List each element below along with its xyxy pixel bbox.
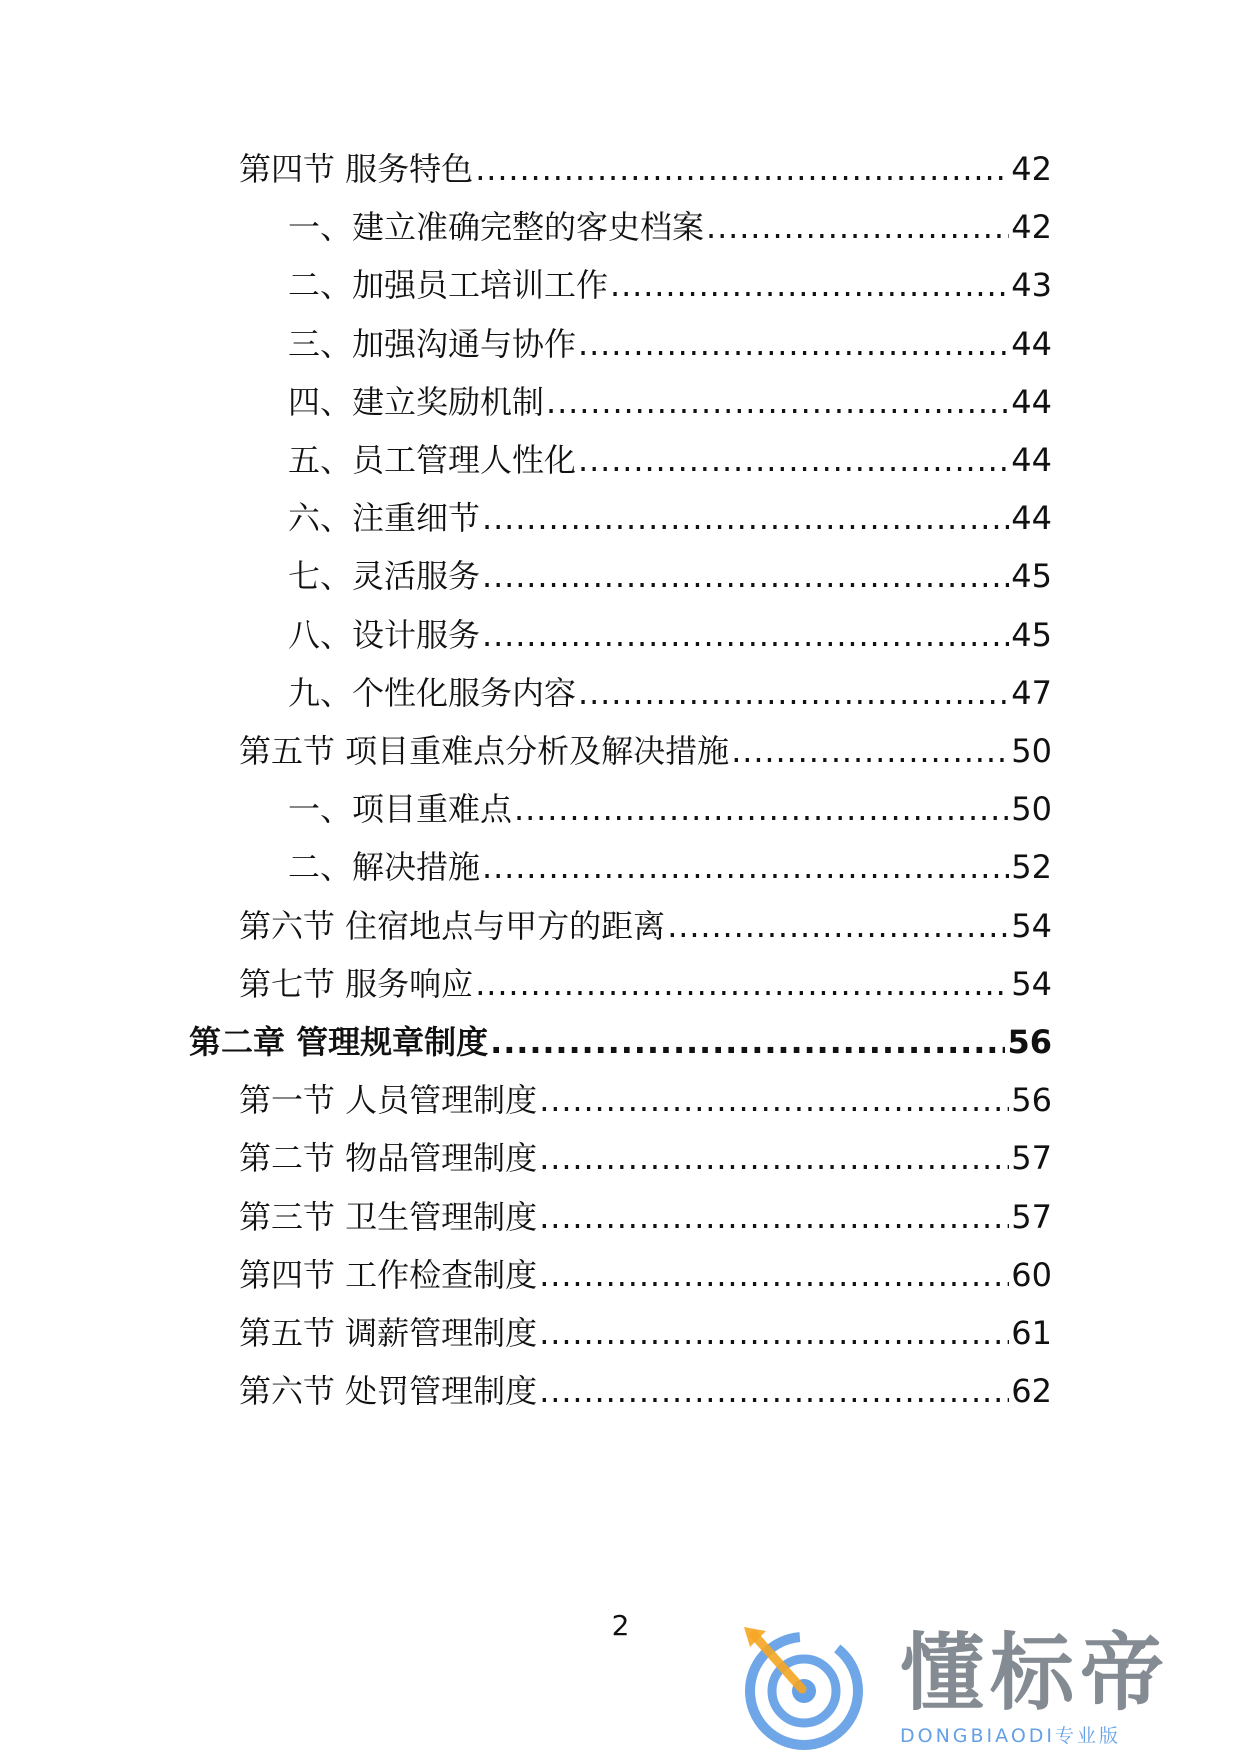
toc-entry-page: 45 xyxy=(1011,557,1052,596)
toc-entry-title: 第一节 人员管理制度 xyxy=(239,1081,538,1120)
watermark-brand-name: 懂标帝 xyxy=(900,1624,1171,1722)
toc-entry-title: 一、项目重难点 xyxy=(288,790,513,829)
toc-entry-title: 二、加强员工培训工作 xyxy=(288,266,609,305)
toc-entry-page: 42 xyxy=(1011,208,1052,247)
toc-dot-leader xyxy=(514,786,1009,832)
toc-section-entry[interactable] xyxy=(239,1368,1052,1414)
toc-entry-page: 47 xyxy=(1011,673,1052,712)
toc-entry-title: 二、解决措施 xyxy=(288,848,481,887)
toc-dot-leader xyxy=(546,379,1009,425)
toc-entry-title: 第六节 处罚管理制度 xyxy=(239,1372,538,1411)
toc-subsection-entry[interactable] xyxy=(288,204,1052,250)
toc-entry-page: 56 xyxy=(1007,1023,1052,1061)
toc-entry-title: 第七节 服务响应 xyxy=(239,964,474,1003)
toc-subsection-entry[interactable] xyxy=(288,553,1052,599)
toc-entry-page: 50 xyxy=(1011,790,1052,829)
toc-entry-page: 62 xyxy=(1011,1372,1052,1411)
toc-entry-page: 44 xyxy=(1011,499,1052,538)
toc-dot-leader xyxy=(539,1368,1009,1414)
toc-entry-page: 57 xyxy=(1011,1139,1052,1178)
toc-dot-leader xyxy=(475,146,1009,192)
toc-dot-leader xyxy=(482,553,1009,599)
toc-dot-leader xyxy=(475,961,1009,1007)
toc-subsection-entry[interactable] xyxy=(288,612,1052,658)
toc-dot-leader xyxy=(490,1019,1005,1065)
toc-section-entry[interactable] xyxy=(239,1310,1052,1356)
toc-entry-page: 44 xyxy=(1011,382,1052,421)
toc-entry-page: 43 xyxy=(1011,266,1052,305)
toc-subsection-entry[interactable] xyxy=(288,786,1052,832)
toc-entry-title: 第六节 住宿地点与甲方的距离 xyxy=(239,906,666,945)
toc-entry-page: 56 xyxy=(1011,1081,1052,1120)
toc-entry-title: 第五节 调薪管理制度 xyxy=(239,1314,538,1352)
toc-entry-title: 第五节 项目重难点分析及解决措施 xyxy=(239,732,730,770)
watermark xyxy=(740,1625,1235,1750)
toc-entry-title: 第三节 卫生管理制度 xyxy=(239,1197,538,1236)
toc-entry-title: 一、建立准确完整的客史档案 xyxy=(288,208,705,247)
toc-subsection-entry[interactable] xyxy=(288,670,1052,716)
toc-entry-page: 60 xyxy=(1011,1255,1052,1294)
toc-dot-leader xyxy=(539,1077,1009,1123)
toc-dot-leader xyxy=(667,903,1009,949)
toc-entry-page: 44 xyxy=(1011,324,1052,363)
toc-entry-title: 六、注重细节 xyxy=(288,499,481,538)
toc-chapter-entry[interactable] xyxy=(189,1019,1052,1065)
toc-dot-leader xyxy=(482,612,1009,658)
toc-dot-leader xyxy=(578,321,1009,367)
toc-section-entry[interactable] xyxy=(239,961,1052,1007)
toc-subsection-entry[interactable] xyxy=(288,437,1052,483)
toc-section-entry[interactable] xyxy=(239,903,1052,949)
toc-section-entry[interactable] xyxy=(239,728,1052,774)
toc-dot-leader xyxy=(578,670,1009,716)
toc-entry-page: 54 xyxy=(1011,964,1052,1003)
toc-entry-title: 五、员工管理人性化 xyxy=(288,441,577,479)
toc-dot-leader xyxy=(539,1310,1009,1356)
toc-entry-title: 七、灵活服务 xyxy=(288,557,481,596)
toc-entry-title: 三、加强沟通与协作 xyxy=(288,324,577,363)
toc-section-entry[interactable] xyxy=(239,146,1052,192)
toc-dot-leader xyxy=(539,1135,1009,1181)
toc-dot-leader xyxy=(539,1194,1009,1240)
toc-section-entry[interactable] xyxy=(239,1077,1052,1123)
toc-dot-leader xyxy=(539,1252,1009,1298)
toc-subsection-entry[interactable] xyxy=(288,262,1052,308)
page-number: 2 xyxy=(611,1609,630,1642)
toc-dot-leader xyxy=(578,437,1009,483)
toc-entry-title: 四、建立奖励机制 xyxy=(288,382,545,421)
toc-dot-leader xyxy=(706,204,1009,250)
toc-section-entry[interactable] xyxy=(239,1252,1052,1298)
toc-subsection-entry[interactable] xyxy=(288,379,1052,425)
toc-dot-leader xyxy=(610,262,1009,308)
toc-dot-leader xyxy=(482,495,1009,541)
toc-entry-title: 第四节 工作检查制度 xyxy=(239,1255,538,1294)
toc-entry-page: 42 xyxy=(1011,150,1052,188)
toc-entry-page: 50 xyxy=(1011,732,1052,770)
watermark-subtitle: DONGBIAODI专业版 xyxy=(900,1725,1122,1747)
target-dart-logo-icon xyxy=(740,1625,865,1750)
toc-entry-title: 第二章 管理规章制度 xyxy=(189,1023,489,1061)
toc-entry-page: 44 xyxy=(1011,441,1052,479)
toc-entry-title: 第二节 物品管理制度 xyxy=(239,1139,538,1178)
toc-entry-page: 52 xyxy=(1011,848,1052,887)
toc-entry-page: 61 xyxy=(1011,1314,1052,1352)
toc-subsection-entry[interactable] xyxy=(288,844,1052,890)
toc-dot-leader xyxy=(731,728,1009,774)
toc-section-entry[interactable] xyxy=(239,1194,1052,1240)
toc-subsection-entry[interactable] xyxy=(288,321,1052,367)
toc-entry-page: 45 xyxy=(1011,615,1052,654)
toc-section-entry[interactable] xyxy=(239,1135,1052,1181)
toc-dot-leader xyxy=(482,844,1009,890)
toc-subsection-entry[interactable] xyxy=(288,495,1052,541)
toc-entry-page: 54 xyxy=(1011,906,1052,945)
toc-entry-title: 八、设计服务 xyxy=(288,615,481,654)
toc-entry-title: 九、个性化服务内容 xyxy=(288,673,577,712)
toc-entry-title: 第四节 服务特色 xyxy=(239,150,474,188)
toc-entry-page: 57 xyxy=(1011,1197,1052,1236)
